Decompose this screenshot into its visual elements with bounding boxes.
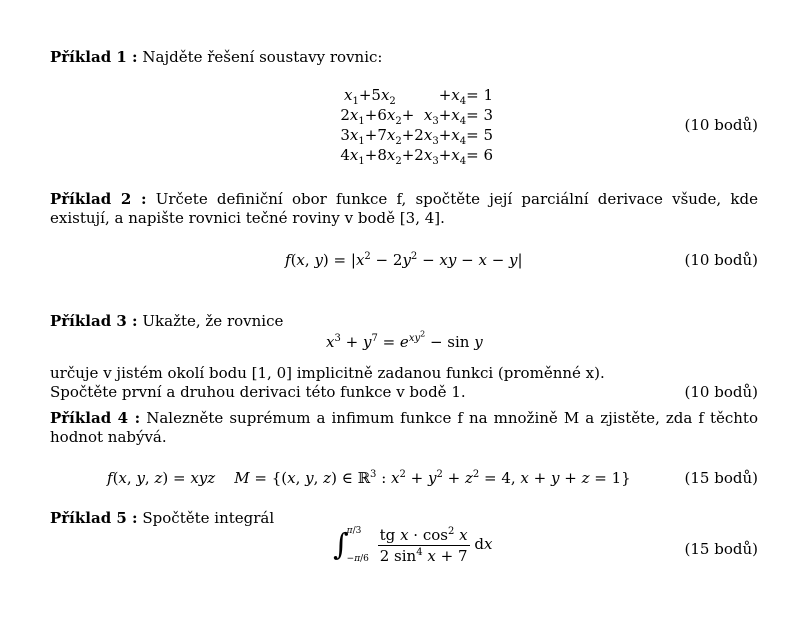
problem-4-points: (15 bodů)	[684, 469, 758, 487]
problem-1-text: Najděte řešení soustavy rovnic:	[142, 48, 383, 66]
problem-3-label: Příklad 3 :	[50, 312, 138, 330]
problem-4-equation: f(x, y, z) = xyz M = {(x, y, z) ∈ ℝ$^3$ : $x^2 + y^2 + z^2 = 4$, x + y + z = 1}	[107, 469, 631, 487]
problem-1	[50, 48, 758, 67]
problem-4-text: Nalezněte suprémum a infimum funkce f na množině M a zjistěte, zda f těchto hodnot nabývá.	[50, 409, 758, 446]
problem-2-points: (10 bodů)	[684, 251, 758, 269]
problem-5-text: Spočtěte integrál	[142, 509, 275, 527]
problem-5-label: Příklad 5 :	[50, 509, 138, 527]
integral-sign: ∫	[333, 527, 349, 563]
integrand-fraction: $\frac{tg x \cdot \cos^2 x}{2 \sin^4 x + 7}$	[379, 525, 468, 565]
problem-3-text: Ukažte, že rovnice	[142, 312, 284, 330]
problem-4	[50, 409, 758, 447]
problem-2	[50, 190, 758, 228]
system-row-2: $2x_1+6x_2+ x_3+x_4= 3$	[340, 106, 493, 127]
problem-3-points: (10 bodů)	[684, 383, 758, 401]
system-row-3: $3x_1+7x_2+2x_3+x_4= 5$	[340, 126, 493, 147]
problem-3-text-2: určuje v jistém okolí bodu [1, 0] implicitně zadanou funkci (proměnné x). Spočtěte první a druhou derivaci této funkce v bodě 1.	[50, 364, 605, 401]
problem-3-equation: $x^3 + y^7 = e^{xy^2} - \sin y$	[326, 329, 483, 351]
equation-system	[323, 85, 493, 165]
problem-4-label: Příklad 4 :	[50, 409, 141, 427]
system-row-4: $4x_1+8x_2+2x_3+x_4= 6$	[340, 146, 493, 167]
system-row-1: $x_1+5x_2$ $+x_4= 1$	[343, 86, 493, 107]
problem-2-label: Příklad 2 :	[50, 190, 147, 208]
problem-5-equation: ∫ π/3 −π/6 $\frac{tg x \cdot \cos^2 x}{2 \sin^4 x + 7}$ dx	[333, 525, 493, 565]
problem-2-equation: f(x, $y) = |x^2 - 2y^2$ − xy − x − y|	[285, 251, 523, 269]
problem-5-points: (15 bodů)	[684, 540, 758, 558]
problem-1-label: Příklad 1 :	[50, 48, 138, 66]
problem-2-text: Určete definiční obor funkce f, spočtěte její parciální derivace všude, kde existují, a napište rovnici tečné roviny v bodě [3, 4].	[50, 190, 758, 227]
integral-limits: π/3 −π/6	[346, 526, 369, 564]
problem-1-points: (10 bodů)	[684, 116, 758, 134]
problem-3	[50, 312, 758, 331]
